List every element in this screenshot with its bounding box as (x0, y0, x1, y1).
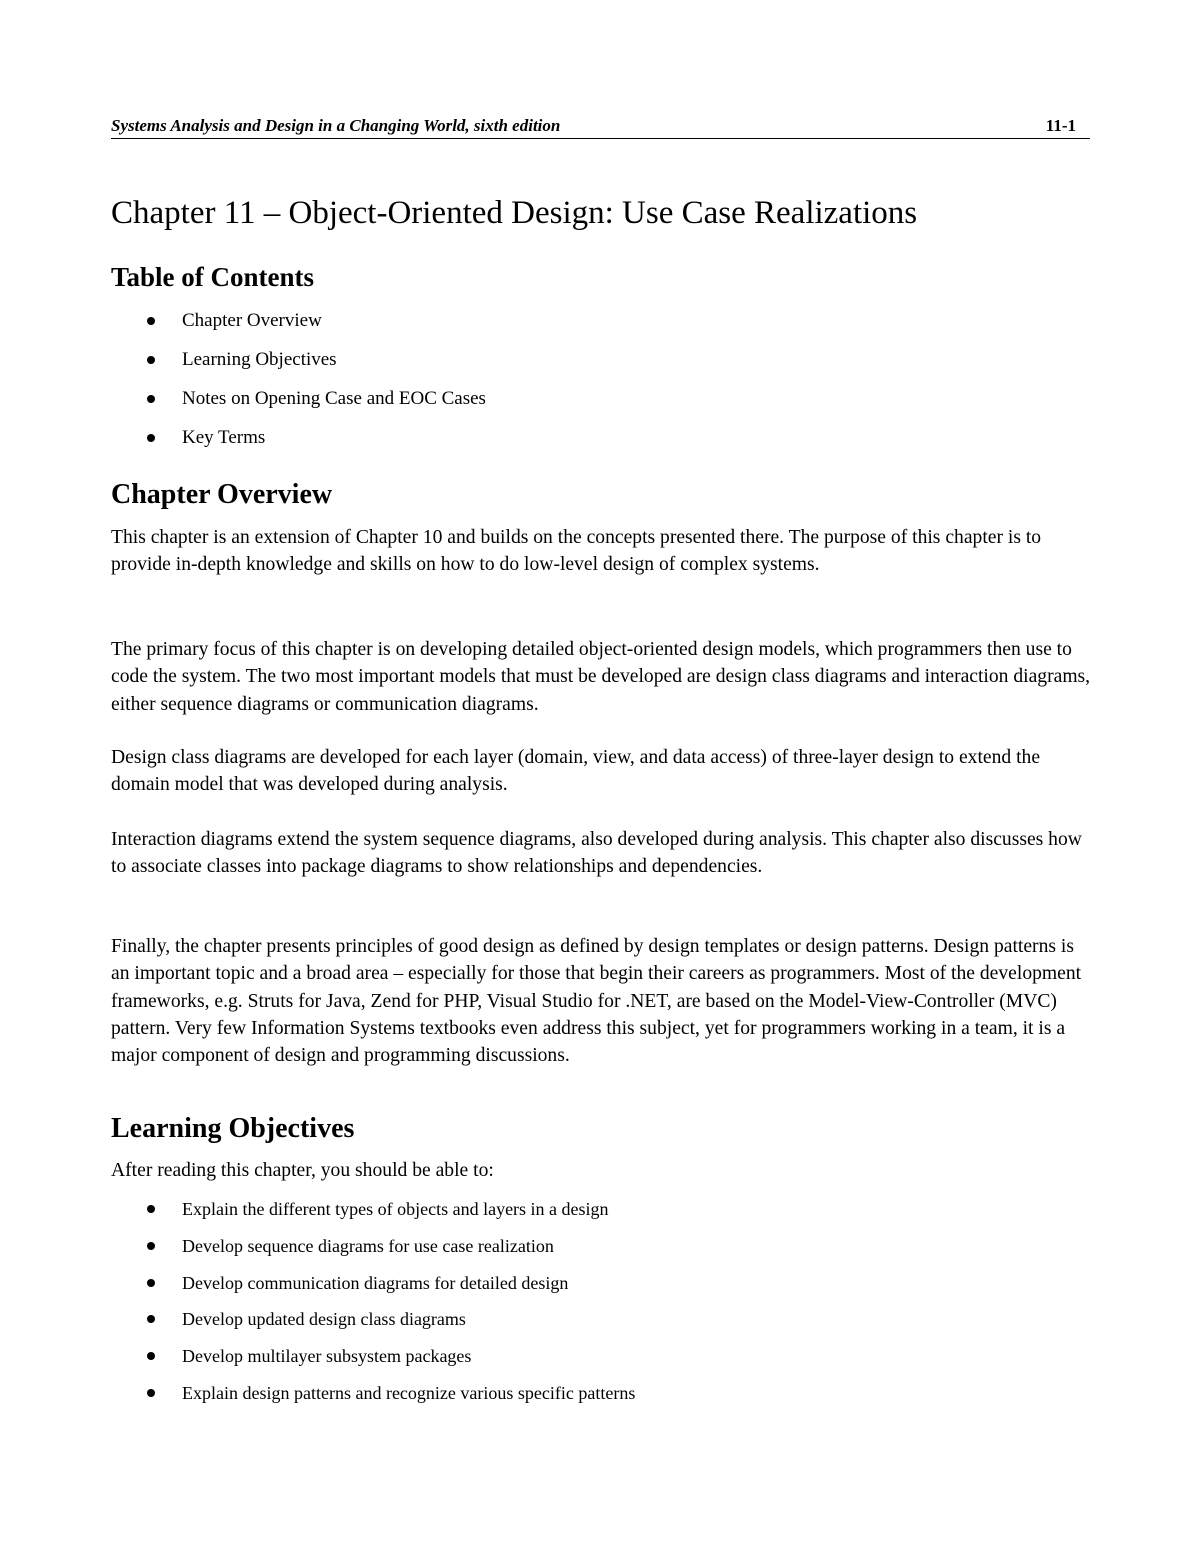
objective-label: Explain design patterns and recognize various specific patterns (182, 1382, 636, 1403)
toc-heading: Table of Contents (111, 262, 315, 292)
running-header-title: Systems Analysis and Design in a Changing World, sixth edition (111, 116, 561, 135)
objective-label: Develop multilayer subsystem packages (182, 1346, 472, 1367)
objective-label: Develop communication diagrams for detailed design (182, 1272, 569, 1293)
bullet-icon (147, 434, 155, 442)
overview-paragraph: Design class diagrams are developed for each layer (domain, view, and data access) of three-layer design to extend the domain model that was developed during analysis. (111, 747, 1041, 796)
objective-item (111, 1382, 635, 1419)
objective-item (111, 1345, 635, 1382)
toc-list (111, 310, 486, 466)
toc-item-label: Learning Objectives (182, 349, 337, 370)
bullet-icon (147, 1389, 155, 1397)
objective-label: Develop updated design class diagrams (182, 1309, 466, 1330)
overview-paragraph: Interaction diagrams extend the system sequence diagrams, also developed during analysis. This chapter also discusses how to associate classes into package diagrams to show relationships and dependencies. (111, 829, 1082, 878)
objective-item (111, 1235, 635, 1272)
page-number: 11-1 (1045, 116, 1076, 135)
bullet-icon (147, 317, 155, 325)
bullet-icon (147, 1315, 155, 1323)
bullet-icon (147, 395, 155, 403)
overview-paragraph: Finally, the chapter presents principles of good design as defined by design templates or design patterns. Design patterns is an important topic and a broad area – especially for those that begin their careers as programmers. Most of the development frameworks, e.g. Struts for Java, Zend for PHP, Visual Studio for .NET, are based on the Model-View-Controller (MVC) pattern. Very few Information Systems textbooks even address this subject, yet for programmers working in a team, it is a major component of design and programming discussions. (111, 936, 1082, 1067)
toc-item-label: Key Terms (182, 427, 266, 448)
overview-paragraph: This chapter is an extension of Chapter 10 and builds on the concepts presented there. The purpose of this chapter is to provide in-depth knowledge and skills on how to do low-level design of complex systems. (111, 527, 1042, 576)
bullet-icon (147, 1205, 155, 1213)
objective-item (111, 1308, 635, 1345)
bullet-icon (147, 356, 155, 364)
bullet-icon (147, 1352, 155, 1360)
chapter-overview-heading: Chapter Overview (111, 479, 333, 510)
bullet-icon (147, 1279, 155, 1287)
toc-item-chapter-overview[interactable] (111, 310, 486, 349)
objectives-list (111, 1198, 635, 1419)
toc-item-label: Chapter Overview (182, 310, 322, 331)
chapter-title: Chapter 11 – Object-Oriented Design: Use Case Realizations (111, 195, 918, 231)
learning-objectives-heading: Learning Objectives (111, 1113, 355, 1144)
toc-item-learning-objectives[interactable] (111, 349, 486, 388)
objective-label: Explain the different types of objects and layers in a design (182, 1199, 609, 1219)
bullet-icon (147, 1242, 155, 1250)
toc-item-key-terms[interactable] (111, 427, 486, 466)
objective-item (111, 1198, 635, 1235)
running-header (111, 112, 1090, 139)
overview-paragraph: The primary focus of this chapter is on developing detailed object-oriented design models, which programmers then use to code the system. The two most important models that must be developed are design class diagrams and interaction diagrams, either sequence diagrams or communication diagrams. (111, 639, 1091, 715)
objective-item (111, 1272, 635, 1309)
objective-label: Develop sequence diagrams for use case realization (182, 1235, 554, 1256)
toc-item-label: Notes on Opening Case and EOC Cases (182, 388, 486, 409)
objectives-intro: After reading this chapter, you should be able to: (111, 1160, 494, 1181)
toc-item-notes-on-cases[interactable] (111, 388, 486, 427)
